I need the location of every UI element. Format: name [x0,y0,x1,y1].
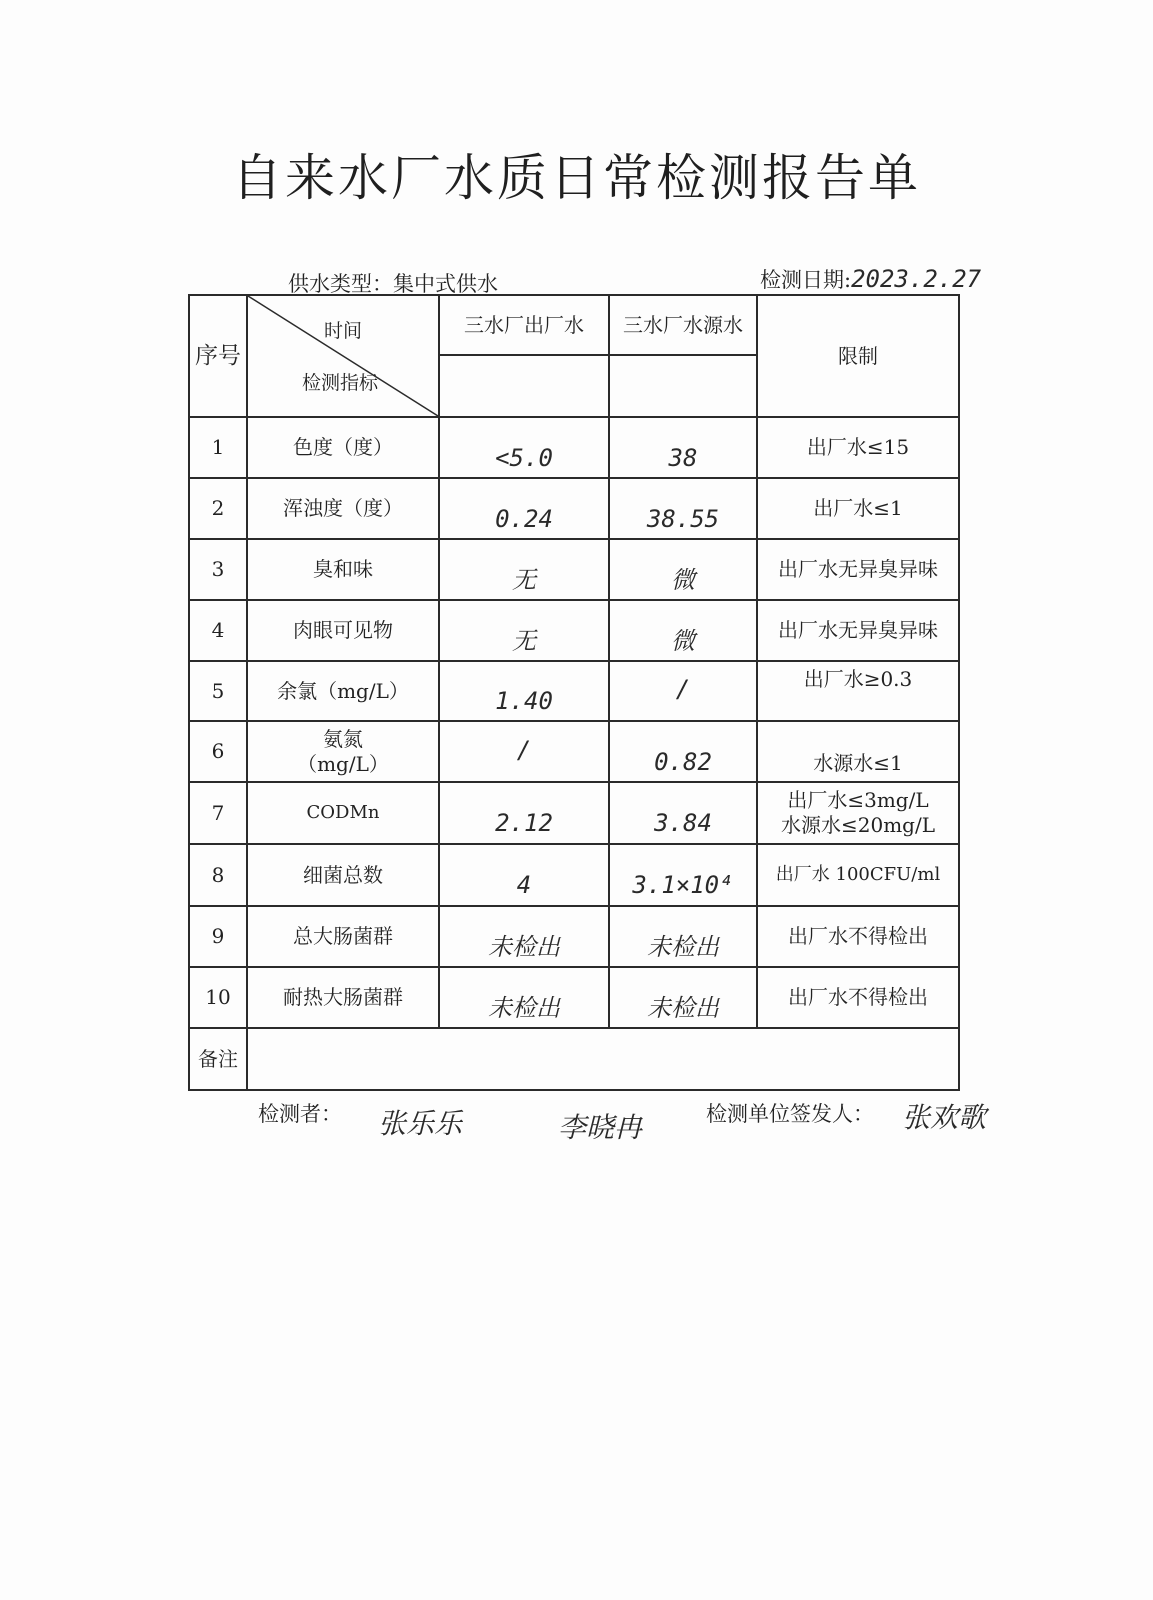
table-row [189,661,959,721]
header-source-blank [609,355,757,417]
row-item: 氨氮 （mg/L） [247,721,439,782]
row-item: 细菌总数 [247,844,439,906]
row-limit: 出厂水≤3mg/L 水源水≤20mg/L [757,782,959,844]
row-source-value: 未检出 [609,967,757,1028]
row-limit: 出厂水无异臭异味 [757,539,959,600]
row-limit: 出厂水无异臭异味 [757,600,959,661]
water-supply-type: 供水类型：集中式供水 [288,272,498,296]
header-outlet-blank [439,355,609,417]
row-outlet-value: 4 [439,844,609,906]
row-outlet-value: 未检出 [439,906,609,967]
remarks-row [189,1028,959,1090]
row-seq: 4 [189,600,247,661]
row-outlet-value: / [439,721,609,782]
row-item: 浑浊度（度） [247,478,439,539]
row-limit: 出厂水≤15 [757,417,959,478]
row-seq: 8 [189,844,247,906]
row-source-value: 微 [609,539,757,600]
test-date-label: 检测日期: [760,268,852,292]
row-item: 臭和味 [247,539,439,600]
row-source-value: 3.1×10⁴ [609,844,757,906]
diagonal-line [248,296,438,416]
tester-signature-1: 张乐乐 [378,1107,463,1140]
row-limit: 水源水≤1 [757,721,959,782]
test-date-value: 2023.2.27 [851,265,982,293]
row-source-value: 0.82 [609,721,757,782]
table-row [189,782,959,844]
row-limit: 出厂水不得检出 [757,967,959,1028]
row-outlet-value: 无 [439,600,609,661]
header-seq: 序号 [189,295,247,417]
tester-signature-2: 李晓冉 [558,1111,643,1144]
row-seq: 6 [189,721,247,782]
header-source-water: 三水厂水源水 [609,295,757,355]
table-row [189,721,959,782]
row-item: CODMn [247,782,439,844]
row-outlet-value: 2.12 [439,782,609,844]
row-item: 总大肠菌群 [247,906,439,967]
row-source-value: 38.55 [609,478,757,539]
header-indicator: 检测指标 [302,372,379,394]
row-outlet-value: 无 [439,539,609,600]
row-outlet-value: 0.24 [439,478,609,539]
table-row [189,600,959,661]
header-outlet-water: 三水厂出厂水 [439,295,609,355]
header-time: 时间 [324,320,363,342]
row-item: 耐热大肠菌群 [247,967,439,1028]
row-limit: 出厂水≥0.3 [757,661,959,721]
row-seq: 7 [189,782,247,844]
test-date [760,264,981,294]
row-seq: 10 [189,967,247,1028]
row-source-value: 微 [609,600,757,661]
row-limit: 出厂水≤1 [757,478,959,539]
page-title: 自来水厂水质日常检测报告单 [232,149,921,207]
row-source-value: 38 [609,417,757,478]
row-seq: 5 [189,661,247,721]
issuer-label: 检测单位签发人： [706,1102,874,1126]
header-diagonal-cell [247,295,439,417]
row-item: 肉眼可见物 [247,600,439,661]
remarks-field [247,1028,959,1090]
header-limit: 限制 [757,295,959,417]
issuer-signature: 张欢歌 [902,1101,987,1134]
remarks-label: 备注 [189,1028,247,1090]
table-row [189,539,959,600]
report-table [188,294,960,1091]
row-seq: 3 [189,539,247,600]
table-row [189,906,959,967]
row-limit: 出厂水 100CFU/ml [757,844,959,906]
row-seq: 9 [189,906,247,967]
row-outlet-value: 未检出 [439,967,609,1028]
row-limit: 出厂水不得检出 [757,906,959,967]
row-source-value: 3.84 [609,782,757,844]
table-row [189,967,959,1028]
row-seq: 1 [189,417,247,478]
header-row [189,295,959,355]
table-row [189,844,959,906]
table-row [189,478,959,539]
row-source-value: 未检出 [609,906,757,967]
tester-label: 检测者： [258,1102,342,1126]
row-source-value: / [609,661,757,721]
row-seq: 2 [189,478,247,539]
row-item: 余氯（mg/L） [247,661,439,721]
table-row [189,417,959,478]
row-outlet-value: <5.0 [439,417,609,478]
row-item: 色度（度） [247,417,439,478]
row-outlet-value: 1.40 [439,661,609,721]
